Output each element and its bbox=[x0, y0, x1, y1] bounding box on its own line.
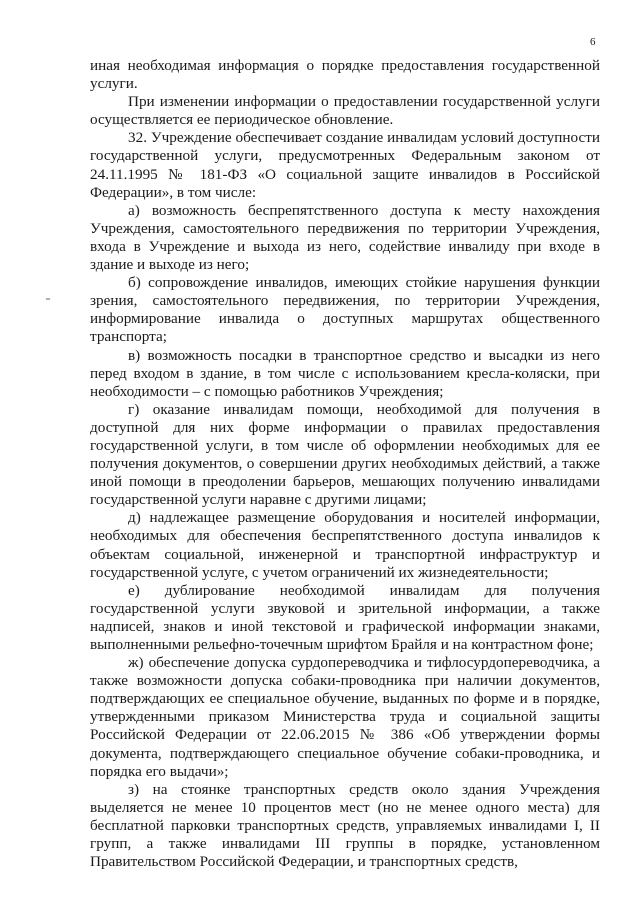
list-item-v: в) возможность посадки в транспортное средство и высадки из него перед входом в здание, в том числе с использованием кресла-коляски, при необходимости – с помощью работников Учреждения; bbox=[90, 346, 600, 400]
list-item-b: б) сопровождение инвалидов, имеющих стойкие нарушения функции зрения, самостоятельного передвижения, по территории Учреждения, информирование инвалида о доступных маршрутах общественного транспорта; bbox=[90, 274, 600, 346]
list-item-e: е) дублирование необходимой инвалидам для получения государственной услуги звуковой и зрительной информации, а также надписей, знаков и иной текстовой и графической информации знаками, выполненными рельефно-точечным шрифтом Брайля и на контрастном фоне; bbox=[90, 581, 600, 653]
paragraph-info-update: При изменении информации о предоставлении государственной услуги осуществляется ее периодическое обновление. bbox=[90, 93, 600, 129]
list-item-g: г) оказание инвалидам помощи, необходимой для получения в доступной для них форме информации о правилах предоставления государственной услуги, в том числе об оформлении необходимых для ее получения документов, о совершении других необходимых действий, а также иной помощи в преодолении барьеров, мешающих получению инвалидами государственной услуги наравне с другими лицами; bbox=[90, 400, 600, 509]
paragraph-32: 32. Учреждение обеспечивает создание инвалидам условий доступности государственной услуги, предусмотренных Федеральным законом от 24.11.1995 № 181-ФЗ «О социальной защите инвалидов в Российской Федерации», в том числе: bbox=[90, 129, 600, 201]
paragraph-info-continuation: иная необходимая информация о порядке предоставления государственной услуги. bbox=[90, 57, 600, 93]
list-item-zh: ж) обеспечение допуска сурдопереводчика и тифлосурдопереводчика, а также возможности допуска собаки-проводника при наличии документов, подтверждающих ее специальное обучение, выданных по форме и в порядке, утвержденными приказом Министерства труда и социальной защиты Российской Федерации от 22.06.2015 № 386 «Об утверждении формы документа, подтверждающего специальное обучение собаки-проводника, и порядка его выдачи»; bbox=[90, 654, 600, 780]
list-item-a: а) возможность беспрепятственного доступа к месту нахождения Учреждения, самостоятельного передвижения по территории Учреждения, входа в Учреждение и выхода из него, содействие инвалиду при входе в здание и выходе из него; bbox=[90, 201, 600, 274]
list-item-d: д) надлежащее размещение оборудования и носителей информации, необходимых для обеспечения беспрепятственного доступа инвалидов к объектам социальной, инженерной и транспортной инфраструктур и государственной услуге, с учетом ограничений их жизнедеятельности; bbox=[90, 509, 600, 581]
scan-artifact-mark bbox=[46, 298, 50, 300]
list-item-z: з) на стоянке транспортных средств около здания Учреждения выделяется не менее 10 процентов мест (но не менее одного места) для бесплатной парковки транспортных средств, управляемых инвалидами I, II групп, а также инвалидами III группы в порядке, установленном Правительством Российской Федерации, и транспортных средств, bbox=[90, 780, 600, 871]
page-number: 6 bbox=[590, 36, 596, 48]
document-body bbox=[90, 57, 600, 871]
